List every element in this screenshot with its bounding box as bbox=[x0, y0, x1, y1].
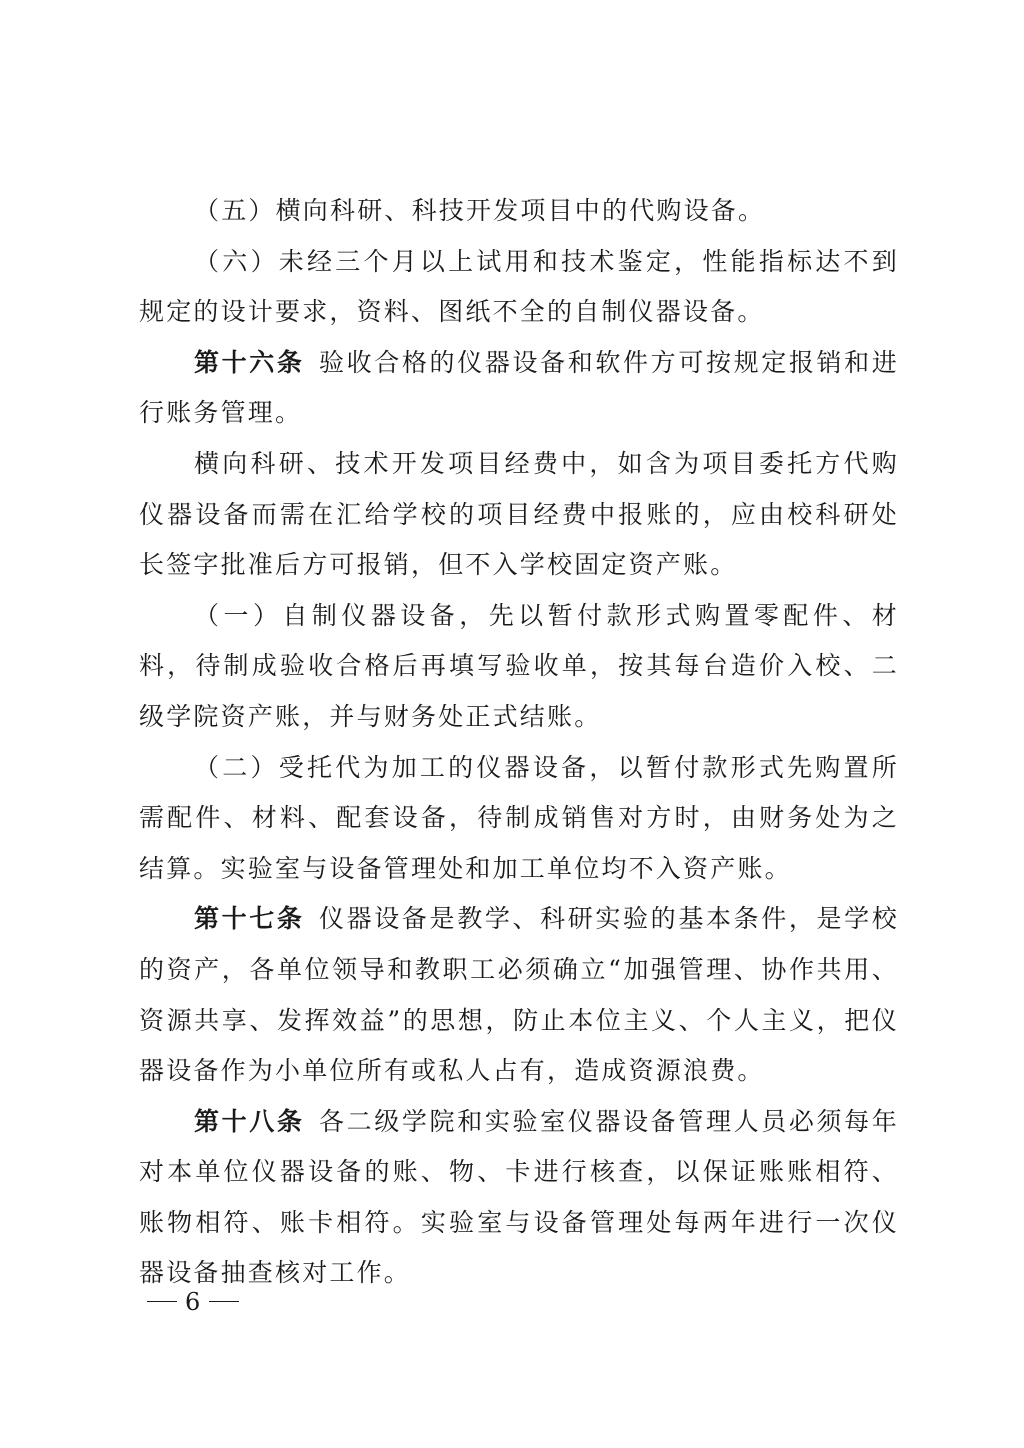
article-heading: 第十六条 bbox=[194, 347, 305, 377]
paragraph-text: （二）受托代为加工的仪器设备，以暂付款形式先购置所需配件、材料、配套设备，待制成销售对方时，由财务处为之结算。实验室与设备管理处和加工单位均不入资产账。 bbox=[139, 752, 899, 883]
paragraph-item-6 bbox=[139, 237, 899, 338]
page-number bbox=[139, 1288, 247, 1316]
paragraph-horizontal-research bbox=[139, 439, 899, 591]
page-number-value: 6 bbox=[185, 1288, 202, 1316]
article-heading: 第十八条 bbox=[194, 1106, 305, 1136]
paragraph-item-2 bbox=[139, 743, 899, 895]
paragraph-text: 验收合格的仪器设备和软件方可按规定报销和进行账务管理。 bbox=[139, 347, 899, 428]
paragraph-text: 横向科研、技术开发项目经费中，如含为项目委托方代购仪器设备而需在汇给学校的项目经费中报账的，应由校科研处长签字批准后方可报销，但不入学校固定资产账。 bbox=[139, 448, 899, 580]
dash-left bbox=[147, 1301, 177, 1302]
article-16 bbox=[139, 338, 899, 439]
article-heading: 第十七条 bbox=[194, 904, 305, 934]
article-17 bbox=[139, 894, 899, 1096]
paragraph-text: （一）自制仪器设备，先以暂付款形式购置零配件、材料，待制成验收合格后再填写验收单，按其每台造价入校、二级学院资产账，并与财务处正式结账。 bbox=[139, 600, 899, 731]
paragraph-text: （六）未经三个月以上试用和技术鉴定，性能指标达不到规定的设计要求，资料、图纸不全的自制仪器设备。 bbox=[139, 246, 899, 327]
body-text bbox=[139, 186, 899, 1299]
dash-right bbox=[209, 1301, 239, 1302]
paragraph-text: （五）横向科研、科技开发项目中的代购设备。 bbox=[194, 196, 766, 225]
paragraph-item-1 bbox=[139, 591, 899, 743]
paragraph-text: 各二级学院和实验室仪器设备管理人员必须每年对本单位仪器设备的账、物、卡进行核查，以保证账账相符、账物相符、账卡相符。实验室与设备管理处每两年进行一次仪器设备抽查核对工作。 bbox=[139, 1106, 899, 1288]
paragraph-text: 仪器设备是教学、科研实验的基本条件，是学校的资产，各单位领导和教职工必须确立“加强管理、协作共用、资源共享、发挥效益”的思想，防止本位主义、个人主义，把仪器设备作为小单位所有或私人占有，造成资源浪费。 bbox=[139, 904, 899, 1086]
paragraph-item-5 bbox=[139, 186, 899, 237]
article-18 bbox=[139, 1097, 899, 1299]
